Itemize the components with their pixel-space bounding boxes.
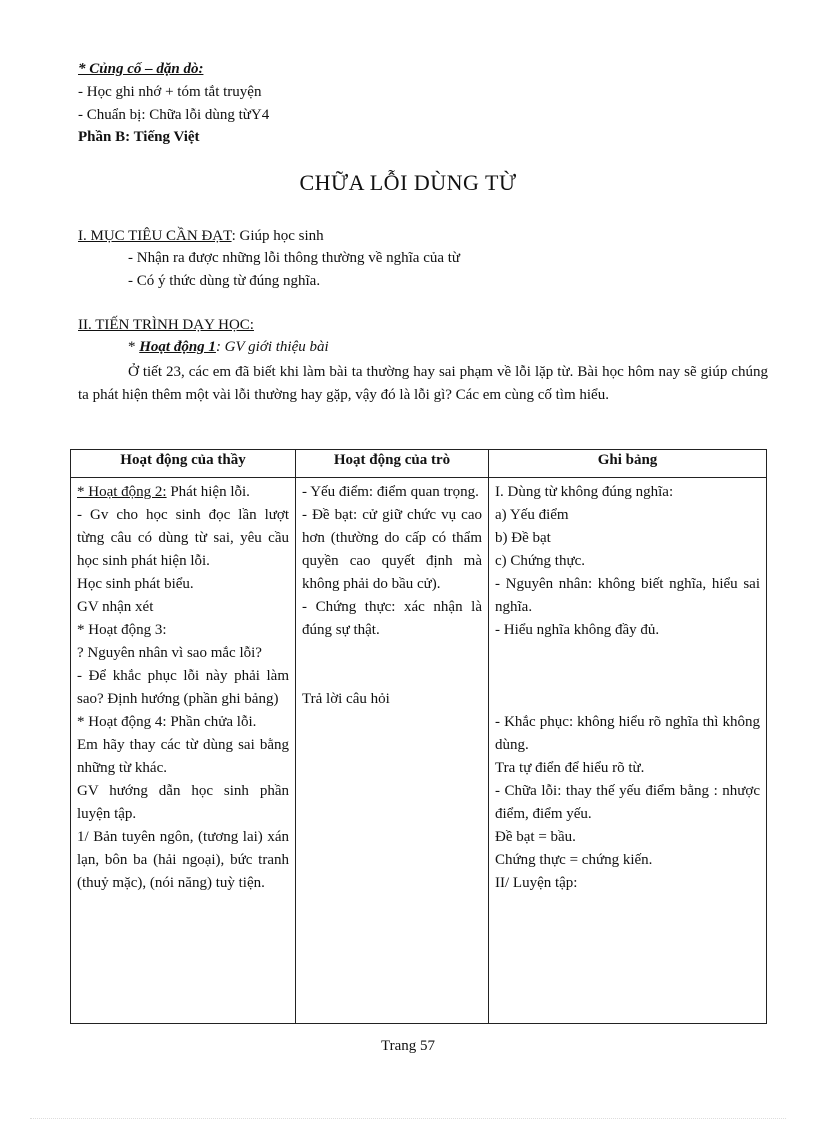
chuan-bi-line: - Chuẩn bị: Chữa lỗi dùng từY4: [78, 107, 270, 123]
cell-line: GV hướng dẫn học sinh phần luyện tập.: [77, 783, 289, 822]
activity1-line: [128, 339, 329, 356]
table-row: [71, 478, 767, 1024]
cell-line: - Nguyên nhân: không biết nghĩa, hiểu sai nghĩa.: [495, 576, 760, 615]
column-header: Hoạt động của thầy: [71, 450, 296, 478]
activity1-label: Hoạt động 1: [139, 339, 216, 355]
cell-line: - Hiểu nghĩa không đầy đủ.: [495, 622, 660, 638]
phan-b-heading: Phần B: Tiếng Việt: [78, 129, 200, 145]
cung-co-text: * Củng cố – dặn dò:: [78, 61, 204, 77]
page-title: CHỮA LỖI DÙNG TỪ: [299, 170, 517, 195]
cell-line: * Hoạt động 3:: [77, 622, 167, 638]
page-bottom-divider: [30, 1118, 786, 1119]
activity1-tail: : GV giới thiệu bài: [215, 339, 329, 355]
column-header: Ghi bảng: [489, 450, 767, 478]
cell-line: * Hoạt động 4: Phần chửa lỗi.: [77, 714, 257, 730]
cell-line: - Yếu điểm: điểm quan trọng.: [302, 484, 479, 500]
cell-line: - Gv cho học sinh đọc lần lượt từng câu có dùng từ sai, yêu cầu học sinh phát hiện lỗi.: [77, 507, 289, 569]
table-header-row: [71, 450, 767, 478]
cell-line: - Chứng thực: xác nhận là đúng sự thật.: [302, 599, 482, 638]
cell-line: - Để khắc phục lỗi này phải làm sao? Định hướng (phần ghi bảng): [77, 668, 289, 707]
cell-line: Tra tự điển để hiểu rõ từ.: [495, 760, 645, 776]
cell-line: - Đề bạt: cử giữ chức vụ cao hơn (thường do cấp có thẩm quyền cao quyết định mà không phải do bầu cử).: [302, 507, 482, 592]
cell-line: [77, 481, 289, 504]
cell-line: c) Chứng thực.: [495, 553, 585, 569]
section1-heading-line: [78, 228, 324, 245]
section1-heading: I. MỤC TIÊU CẦN ĐẠT: [78, 228, 232, 244]
cell-line: Trả lời câu hỏi: [302, 691, 390, 707]
activity1-prefix: *: [128, 339, 140, 355]
lesson-table: [70, 449, 767, 1024]
student-activity-cell: [296, 478, 489, 1024]
cell-line: GV nhận xét: [77, 599, 154, 615]
cung-co-heading: [78, 61, 203, 78]
activity2-label: * Hoạt động 2:: [77, 484, 167, 500]
cell-line: - Chữa lỗi: thay thế yếu điểm bằng : nhược điểm, điểm yếu.: [495, 783, 760, 822]
section1-tail: : Giúp học sinh: [231, 228, 324, 244]
section1-item: - Nhận ra được những lỗi thông thường về nghĩa của từ: [128, 250, 461, 266]
cell-line: Học sinh phát biểu.: [77, 576, 194, 592]
column-header: Hoạt động của trò: [296, 450, 489, 478]
cell-line: II/ Luyện tập:: [495, 875, 578, 891]
section1-item: - Có ý thức dùng từ đúng nghĩa.: [128, 273, 321, 289]
intro-paragraph-text: Ở tiết 23, các em đã biết khi làm bài ta thường hay sai phạm về lỗi lặp từ. Bài học hôm nay sẽ giúp chúng ta phát hiện thêm một vài lỗi thường hay gặp, vậy đó là lỗi gì? Các em cùng cố tìm hiểu.: [78, 364, 768, 403]
teacher-activity-cell: [71, 478, 296, 1024]
cell-line: ? Nguyên nhân vì sao mắc lỗi?: [77, 645, 262, 661]
intro-paragraph: [78, 361, 768, 406]
page-footer: Trang 57: [380, 1038, 436, 1054]
cell-line: a) Yếu điểm: [495, 507, 569, 523]
activity2-text: Phát hiện lỗi.: [170, 484, 250, 500]
cell-line: - Khắc phục: không hiểu rõ nghĩa thì không dùng.: [495, 714, 760, 753]
board-notes-cell: [489, 478, 767, 1024]
cell-line: 1/ Bản tuyên ngôn, (tương lai) xán lạn, bôn ba (hải ngoại), bức tranh (thuỷ mặc), (nói năng) tuỳ tiện.: [77, 829, 289, 891]
cell-line: b) Đề bạt: [495, 530, 551, 546]
cell-line: I. Dùng từ không đúng nghĩa:: [495, 484, 674, 500]
section2-heading: II. TIẾN TRÌNH DẠY HỌC:: [78, 317, 254, 333]
cell-line: Chứng thực = chứng kiến.: [495, 852, 653, 868]
hoc-ghi-nho-line: - Học ghi nhớ + tóm tắt truyện: [78, 84, 262, 100]
cell-line: Em hãy thay các từ dùng sai bằng những từ khác.: [77, 737, 289, 776]
cell-line: Đề bạt = bầu.: [495, 829, 576, 845]
